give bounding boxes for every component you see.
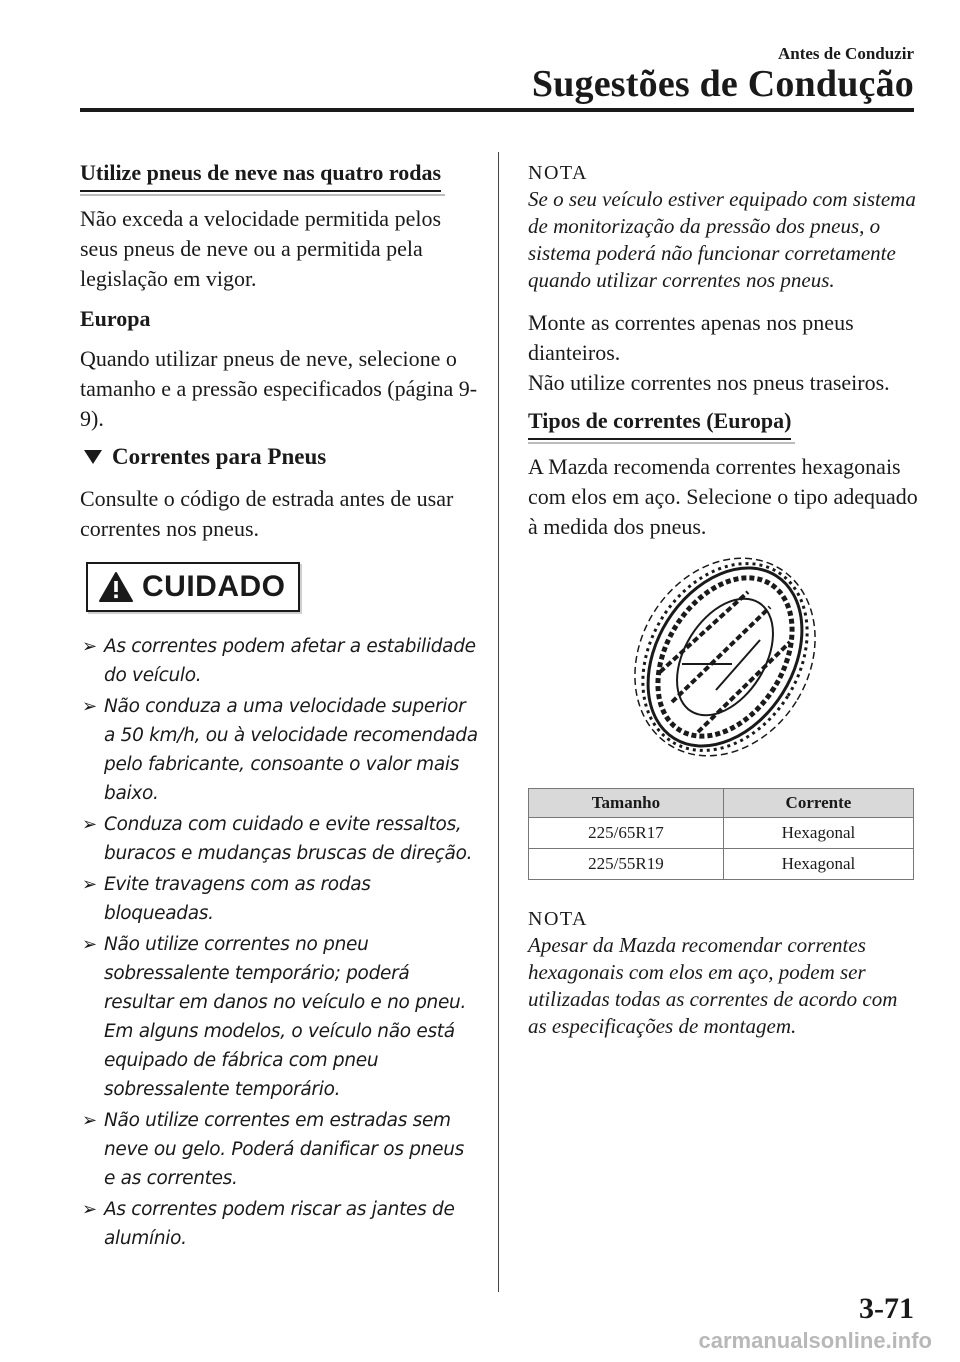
header-title: Sugestões de Condução [531, 63, 914, 105]
warning-item-text: Não conduza a uma velocidade superior a 50 km/h, ou à velocidade recomendada pelo fabricante, consoante o valor mais baixo. [104, 696, 478, 804]
left-column [80, 160, 480, 1255]
header-section-label: Antes de Conduzir [777, 44, 914, 63]
chain-size-table [528, 788, 914, 880]
watermark: carmanualsonline.info [698, 1328, 932, 1353]
warning-item [80, 692, 480, 808]
right-column [528, 160, 920, 1054]
note2-title: NOTA [528, 908, 588, 930]
warning-item-text: As correntes podem riscar as jantes de alumínio. [104, 1199, 455, 1249]
region-label: Europa [80, 306, 151, 331]
triangle-down-icon [84, 450, 102, 464]
table-cell: 225/55R19 [529, 849, 724, 880]
note2-body: Apesar da Mazda recomendar correntes hexagonais com elos em aço, podem ser utilizadas todas as correntes de acordo com as especificações de montagem. [528, 933, 898, 1038]
arrow-bullet-icon: ➢ [82, 696, 97, 717]
chain-types-heading: Tipos de correntes (Europa) [528, 408, 791, 440]
warning-label: CUIDADO [142, 570, 286, 603]
chain-types-body: A Mazda recomenda correntes hexagonais com elos em aço. Selecione o tipo adequado à medida dos pneus. [528, 454, 918, 539]
snow-tires-heading: Utilize pneus de neve nas quatro rodas [80, 160, 441, 192]
hexagonal-chain-illustration [620, 552, 830, 762]
warning-item [80, 632, 480, 690]
warning-item-text: Evite travagens com as rodas bloqueadas. [104, 874, 371, 924]
warning-icon [98, 571, 134, 603]
arrow-bullet-icon: ➢ [82, 934, 97, 955]
table-row [529, 849, 914, 880]
note1-title: NOTA [528, 162, 588, 184]
mount-instruction: Monte as correntes apenas nos pneus dianteiros. [528, 310, 854, 365]
header-rule [80, 108, 914, 112]
table-header-chain: Corrente [723, 789, 913, 818]
arrow-bullet-icon: ➢ [82, 874, 97, 895]
warning-item-text: Não utilize correntes em estradas sem neve ou gelo. Poderá danificar os pneus e as correntes. [104, 1110, 464, 1189]
chains-section-body: Consulte o código de estrada antes de usar correntes nos pneus. [80, 486, 454, 541]
column-divider [498, 152, 499, 1292]
table-cell: 225/65R17 [529, 818, 724, 849]
warning-item [80, 870, 480, 928]
warning-item [80, 930, 480, 1104]
warning-item-text: As correntes podem afetar a estabilidade do veículo. [104, 636, 476, 686]
table-cell: Hexagonal [723, 818, 913, 849]
warning-item [80, 810, 480, 868]
chains-section-title: Correntes para Pneus [112, 444, 327, 469]
warning-item [80, 1195, 480, 1253]
warning-item-text: Conduza com cuidado e evite ressaltos, buracos e mudanças bruscas de direção. [104, 814, 473, 864]
arrow-bullet-icon: ➢ [82, 1110, 97, 1131]
mount-restriction: Não utilize correntes nos pneus traseiros. [528, 370, 890, 395]
table-header-row [529, 789, 914, 818]
region-body: Quando utilizar pneus de neve, selecione o tamanho e a pressão especificados (página 9-9). [80, 346, 478, 431]
warning-list [80, 632, 480, 1253]
chains-section-heading [80, 444, 480, 470]
table-cell: Hexagonal [723, 849, 913, 880]
warning-item [80, 1106, 480, 1193]
warning-box [86, 562, 300, 612]
page-number: 3-71 [859, 1292, 914, 1325]
table-row [529, 818, 914, 849]
warning-item-text: Não utilize correntes no pneu sobressalente temporário; poderá resultar em danos no veículo e no pneu. Em alguns modelos, o veículo não está equipado de fábrica com pneu sobressalente temporário. [104, 934, 467, 1100]
arrow-bullet-icon: ➢ [82, 814, 97, 835]
table-header-size: Tamanho [529, 789, 724, 818]
note1-body: Se o seu veículo estiver equipado com sistema de monitorização da pressão dos pneus, o sistema poderá não funcionar corretamente quando utilizar correntes nos pneus. [528, 187, 916, 292]
arrow-bullet-icon: ➢ [82, 1199, 97, 1220]
snow-tires-body: Não exceda a velocidade permitida pelos seus pneus de neve ou a permitida pela legislação em vigor. [80, 206, 442, 291]
arrow-bullet-icon: ➢ [82, 636, 97, 657]
